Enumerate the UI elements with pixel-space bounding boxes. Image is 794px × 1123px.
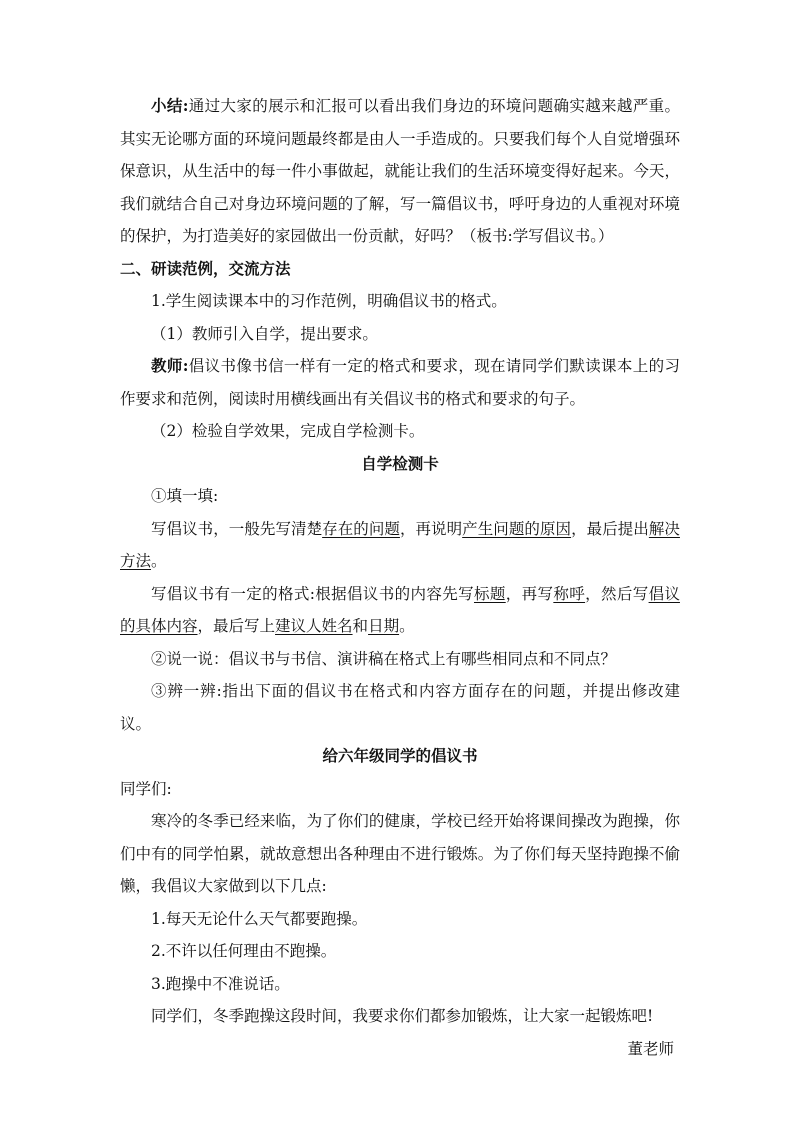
fill2-answer-4: 建议人姓名 xyxy=(275,617,353,635)
fill2-text-6: 。 xyxy=(399,617,415,635)
teacher-text: 倡议书像书信一样有一定的格式和要求，现在请同学们默读课本上的习作要求和范例，阅读时用横线画出有关倡议书的格式和要求的句子。 xyxy=(120,357,680,408)
letter-closing: 同学们，冬季跑操这段时间，我要求你们都参加锻炼，让大家一起锻炼吧! xyxy=(151,1007,654,1025)
summary-label: 小结: xyxy=(151,96,189,115)
distinguish-paragraph: ③辨一辨:指出下面的倡议书在格式和内容方面存在的问题，并提出修改建议。 xyxy=(120,682,680,733)
sub-step-1: （1）教师引入自学，提出要求。 xyxy=(151,324,378,343)
fill1-answer-1: 存在的问题 xyxy=(322,519,400,538)
letter-signature: 董老师 xyxy=(627,1039,674,1058)
fill1-text-3: ，最后提出 xyxy=(571,519,649,538)
summary-text: 通过大家的展示和汇报可以看出我们身边的环境问题确实越来越严重。其实无论哪方面的环境问题最终都是由人一手造成的。只要我们每个人自觉增强环保意识，从生活中的每一件小事做起，就能让我们的生活环境变得好起来。今天，我们就结合自己对身边环境问题的了解，写一篇倡议书，呼吁身边的人重视对环境的保护，为打造美好的家园做出一份贡献，好吗？（板书:学写倡议书。） xyxy=(120,97,680,245)
fill-paragraph-1 xyxy=(120,513,680,578)
fill2-answer-1: 标题 xyxy=(473,584,506,603)
teacher-paragraph xyxy=(120,350,680,415)
fill1-answer-3: 解决方法 xyxy=(120,519,680,570)
fill1-text-1: 写倡议书，一般先写清楚 xyxy=(151,519,323,538)
fill2-answer-2: 称呼 xyxy=(553,584,586,603)
card-title: 自学检测卡 xyxy=(361,453,439,473)
fill-heading: ①填一填: xyxy=(151,487,219,505)
fill1-text-2: ，再说明 xyxy=(399,519,463,538)
letter-item-3: 3.跑操中不准说话。 xyxy=(151,974,290,993)
fill1-answer-2: 产生问题的原因 xyxy=(462,519,572,538)
fill2-answer-5: 日期 xyxy=(368,617,400,635)
fill2-text-2: ，再写 xyxy=(505,584,554,603)
fill2-text-4: ，最后写上 xyxy=(197,617,276,635)
sub-step-2: （2）检验自学效果，完成自学检测卡。 xyxy=(151,422,425,440)
letter-body: 寒冷的冬季已经来临，为了你们的健康，学校已经开始将课间操改为跑操，你们中有的同学怕累，就故意想出各种理由不进行锻炼。为了你们每天坚持跑操不偷懒，我倡议大家做到以下几点: xyxy=(120,812,680,895)
document-page xyxy=(120,90,680,1065)
summary-paragraph xyxy=(120,90,680,253)
fill2-answer-3: 倡议的具体内容 xyxy=(120,584,680,635)
fill2-text-1: 写倡议书有一定的格式:根据倡议书的内容先写 xyxy=(151,584,474,603)
fill-paragraph-2 xyxy=(120,578,680,643)
fill2-text-3: ，然后写 xyxy=(585,584,649,603)
section-heading: 二、研读范例，交流方法 xyxy=(120,258,291,278)
letter-item-1: 1.每天无论什么天气都要跑操。 xyxy=(151,909,368,928)
fill1-text-4: 。 xyxy=(151,552,167,570)
letter-title: 给六年级同学的倡议书 xyxy=(322,746,478,765)
letter-item-2: 2.不许以任何理由不跑操。 xyxy=(151,942,337,960)
say-paragraph: ②说一说：倡议书与书信、演讲稿在格式上有哪些相同点和不同点？ xyxy=(151,649,617,668)
teacher-label: 教师: xyxy=(151,356,189,375)
letter-greeting: 同学们: xyxy=(120,779,172,798)
fill2-text-5: 和 xyxy=(352,617,369,635)
step-1: 1.学生阅读课本中的习作范例，明确倡议书的格式。 xyxy=(151,292,507,310)
